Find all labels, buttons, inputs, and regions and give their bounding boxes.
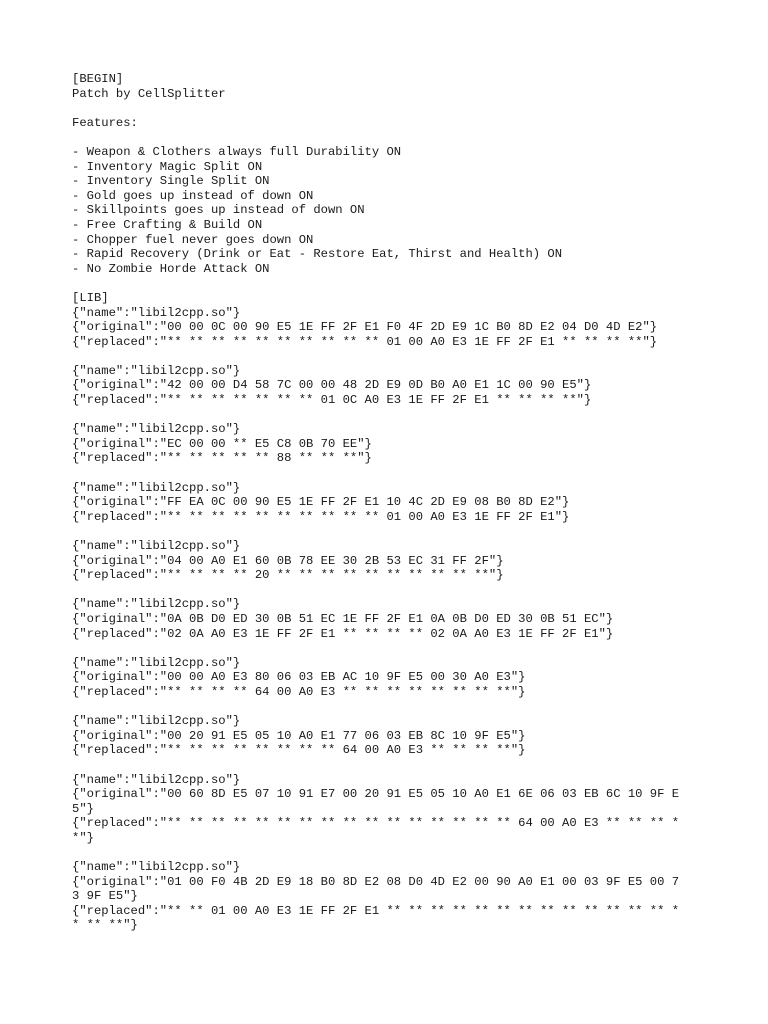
spacer	[72, 524, 684, 539]
patch-name: {"name":"libil2cpp.so"}	[72, 305, 241, 320]
patch-original: {"original":"00 00 0C 00 90 E5 1E FF 2F E1 F0 4F 2D E9 1C B0 8D E2 04 D0 4D E2"}	[72, 320, 658, 335]
patch-replaced: {"replaced":"** ** ** ** ** 88 ** ** **"}	[72, 451, 372, 466]
spacer	[72, 700, 684, 715]
spacer	[72, 845, 684, 860]
patch-replaced: {"replaced":"** ** ** ** ** ** ** 01 0C A0 E3 1E FF 2F E1 ** ** ** **"}	[72, 393, 592, 408]
feature-item: - Free Crafting & Build ON	[72, 217, 263, 232]
feature-item: - Inventory Magic Split ON	[72, 159, 263, 174]
spacer	[72, 641, 684, 656]
patch-block	[72, 714, 684, 758]
patch-replaced: {"replaced":"** ** ** ** ** ** ** ** 64 00 A0 E3 ** ** ** **"}	[72, 743, 526, 758]
patch-original: {"original":"00 20 91 E5 05 10 A0 E1 77 06 03 EB 8C 10 9F E5"}	[72, 728, 526, 743]
patch-name: {"name":"libil2cpp.so"}	[72, 860, 241, 875]
feature-item: - No Zombie Horde Attack ON	[72, 261, 270, 276]
patch-replaced: {"replaced":"** ** ** ** 20 ** ** ** ** ** ** ** ** ** **"}	[72, 568, 504, 583]
feature-item: - Chopper fuel never goes down ON	[72, 232, 314, 247]
spacer	[72, 466, 684, 481]
patch-block	[72, 422, 684, 466]
spacer	[72, 349, 684, 364]
patch-original: {"original":"EC 00 00 ** E5 C8 0B 70 EE"}	[72, 436, 372, 451]
patch-original: {"original":"FF EA 0C 00 90 E5 1E FF 2F E1 10 4C 2D E9 08 B0 8D E2"}	[72, 495, 570, 510]
features-title: Features:	[72, 115, 138, 130]
feature-item: - Gold goes up instead of down ON	[72, 188, 314, 203]
patch-name: {"name":"libil2cpp.so"}	[72, 480, 241, 495]
patch-name: {"name":"libil2cpp.so"}	[72, 363, 241, 378]
patch-name: {"name":"libil2cpp.so"}	[72, 772, 241, 787]
patch-original: {"original":"01 00 F0 4B 2D E9 18 B0 8D E2 08 D0 4D E2 00 90 A0 E1 00 03 9F E5 00 73 9F E5"}	[72, 874, 680, 904]
patch-name: {"name":"libil2cpp.so"}	[72, 655, 241, 670]
feature-item: - Rapid Recovery (Drink or Eat - Restore Eat, Thirst and Health) ON	[72, 247, 563, 262]
feature-item: - Skillpoints goes up instead of down ON	[72, 203, 365, 218]
patch-original: {"original":"04 00 A0 E1 60 0B 78 EE 30 2B 53 EC 31 FF 2F"}	[72, 553, 504, 568]
spacer	[72, 130, 684, 145]
patch-name: {"name":"libil2cpp.so"}	[72, 422, 241, 437]
patch-block	[72, 656, 684, 700]
patch-original: {"original":"00 60 8D E5 07 10 91 E7 00 20 91 E5 05 10 A0 E1 6E 06 03 EB 6C 10 9F E5"}	[72, 787, 680, 816]
patch-replaced: {"replaced":"** ** ** ** ** ** ** ** ** ** ** ** ** ** ** ** 64 00 A0 E3 ** ** ** **"}	[72, 816, 680, 845]
patch-name: {"name":"libil2cpp.so"}	[72, 714, 241, 729]
patch-block	[72, 364, 684, 408]
feature-item: - Inventory Single Split ON	[72, 174, 270, 189]
patch-replaced: {"replaced":"** ** ** ** ** ** ** ** ** ** 01 00 A0 E3 1E FF 2F E1"}	[72, 509, 570, 524]
patch-replaced: {"replaced":"** ** ** ** 64 00 A0 E3 ** ** ** ** ** ** ** **"}	[72, 684, 526, 699]
patch-block	[72, 306, 684, 350]
begin-marker: [BEGIN]	[72, 72, 124, 86]
lib-tag: [LIB]	[72, 290, 109, 305]
patch-replaced: {"replaced":"** ** 01 00 A0 E3 1E FF 2F E1 ** ** ** ** ** ** ** ** ** ** ** ** ** ** ** **"}	[72, 903, 680, 933]
patch-block	[72, 773, 684, 846]
spacer	[72, 758, 684, 773]
patch-block	[72, 860, 684, 933]
feature-item: - Weapon & Clothers always full Durability ON	[72, 144, 402, 159]
patch-original: {"original":"42 00 00 D4 58 7C 00 00 48 2D E9 0D B0 A0 E1 1C 00 90 E5"}	[72, 378, 592, 393]
spacer	[72, 276, 684, 291]
spacer	[72, 583, 684, 598]
patch-name: {"name":"libil2cpp.so"}	[72, 539, 241, 553]
patch-block	[72, 481, 684, 525]
patch-original: {"original":"00 00 A0 E3 80 06 03 EB AC 10 9F E5 00 30 A0 E3"}	[72, 670, 526, 685]
features-list	[72, 145, 684, 276]
patch-original: {"original":"0A 0B D0 ED 30 0B 51 EC 1E FF 2F E1 0A 0B D0 ED 30 0B 51 EC"}	[72, 611, 614, 626]
patch-name: {"name":"libil2cpp.so"}	[72, 597, 241, 612]
patch-block	[72, 539, 684, 583]
patch-replaced: {"replaced":"** ** ** ** ** ** ** ** ** ** 01 00 A0 E3 1E FF 2F E1 ** ** ** **"}	[72, 334, 658, 349]
patch-block	[72, 597, 684, 641]
spacer	[72, 101, 684, 116]
patch-replaced: {"replaced":"02 0A A0 E3 1E FF 2F E1 ** ** ** ** 02 0A A0 E3 1E FF 2F E1"}	[72, 626, 614, 641]
patch-author: Patch by CellSplitter	[72, 86, 226, 101]
spacer	[72, 408, 684, 423]
